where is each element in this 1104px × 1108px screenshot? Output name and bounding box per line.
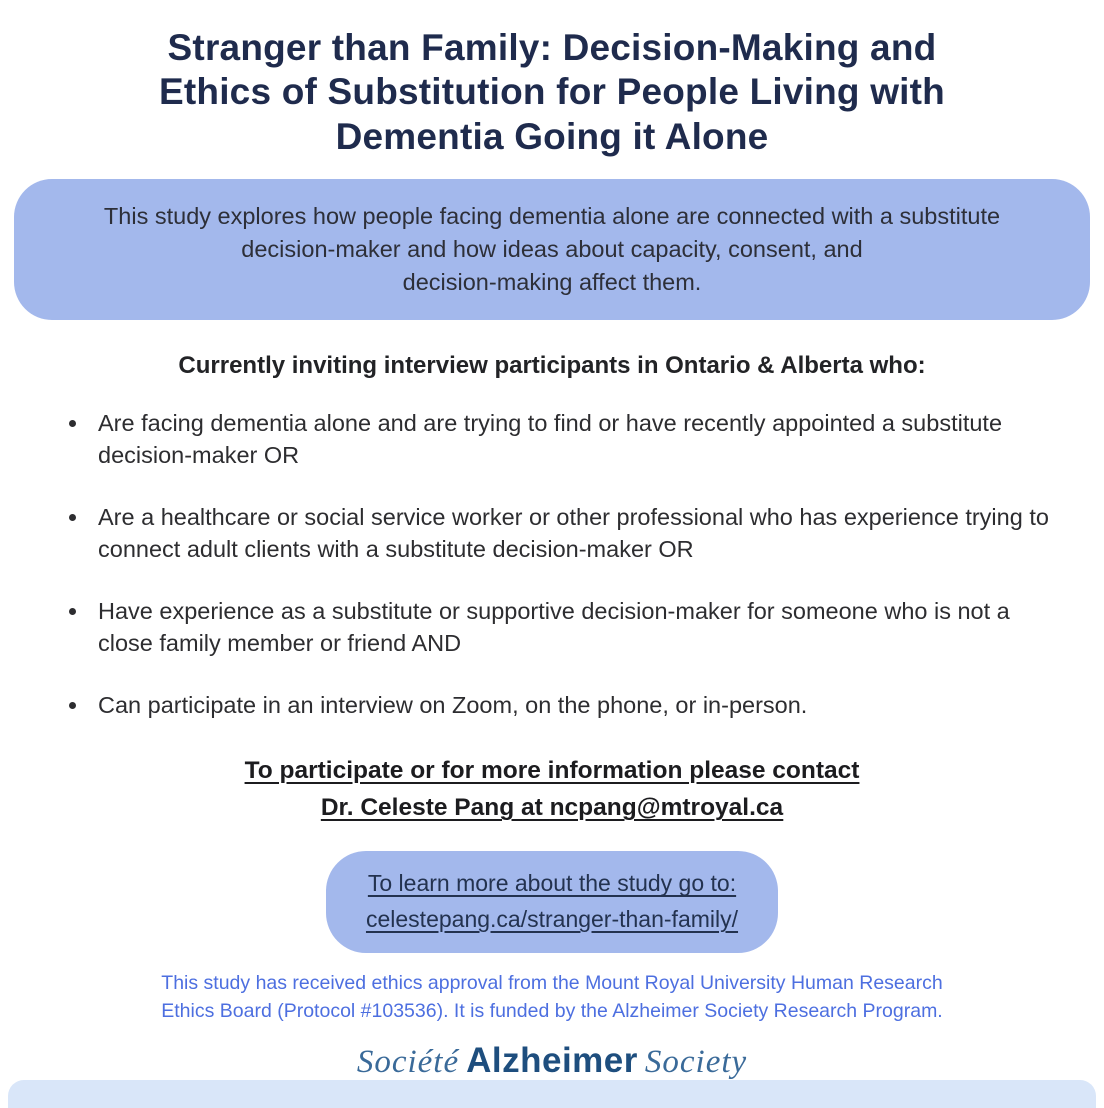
learn-more-pill — [326, 851, 778, 952]
ethics-note — [60, 969, 1044, 1026]
footer-strip — [8, 1080, 1096, 1108]
logo-society-text: Society — [644, 1044, 748, 1081]
summary-text-line: decision-making affect them. — [402, 268, 702, 295]
contact-block — [0, 752, 1104, 828]
invite-heading: Currently inviting interview participants in Ontario & Alberta who: — [178, 351, 926, 379]
study-url-line — [366, 902, 738, 938]
logo-alzheimer-text: Alzheimer — [466, 1041, 638, 1081]
criteria-item: • Are facing dementia alone and are trying to find or have recently appointed a substitute decision-maker OR — [90, 408, 1052, 472]
learn-more-text: To learn more about the study go to: — [367, 870, 737, 897]
study-url-link[interactable]: celestepang.ca/stranger-than-family/ — [365, 906, 739, 933]
summary-box — [14, 179, 1090, 320]
contact-email-link[interactable]: ncpang@mtroyal.ca — [549, 794, 784, 822]
contact-name-text: Dr. Celeste Pang at — [320, 794, 550, 822]
ethics-note-line: This study has received ethics approval from the Mount Royal University Human Research — [161, 971, 943, 994]
summary-text-line: This study explores how people facing dementia alone are connected with a substitute — [103, 203, 1001, 230]
title-line: Ethics of Substitution for People Living with — [159, 71, 945, 113]
summary-text-line: decision-maker and how ideas about capacity, consent, and — [241, 236, 863, 263]
logo-wordmark-row — [0, 1041, 1104, 1081]
logo-societe-text: Société — [356, 1044, 460, 1081]
criteria-list — [52, 408, 1052, 722]
ethics-note-line: Ethics Board (Protocol #103536). It is funded by the Alzheimer Society Research Program. — [161, 1000, 943, 1022]
criteria-item: • Are a healthcare or social service worker or other professional who has experience trying to connect adult clients with a substitute decision-maker OR — [90, 502, 1052, 566]
criteria-item: • Can participate in an interview on Zoom, on the phone, or in-person. — [90, 690, 1052, 722]
page-title — [0, 0, 1104, 159]
contact-line — [0, 789, 1104, 827]
title-line: Dementia Going it Alone — [335, 115, 769, 157]
criteria-item: • Have experience as a substitute or supportive decision-maker for someone who is not a close family member or friend AND — [90, 596, 1052, 660]
title-line: Stranger than Family: Decision-Making and — [167, 27, 937, 68]
contact-heading: To participate or for more information please contact — [244, 756, 860, 784]
